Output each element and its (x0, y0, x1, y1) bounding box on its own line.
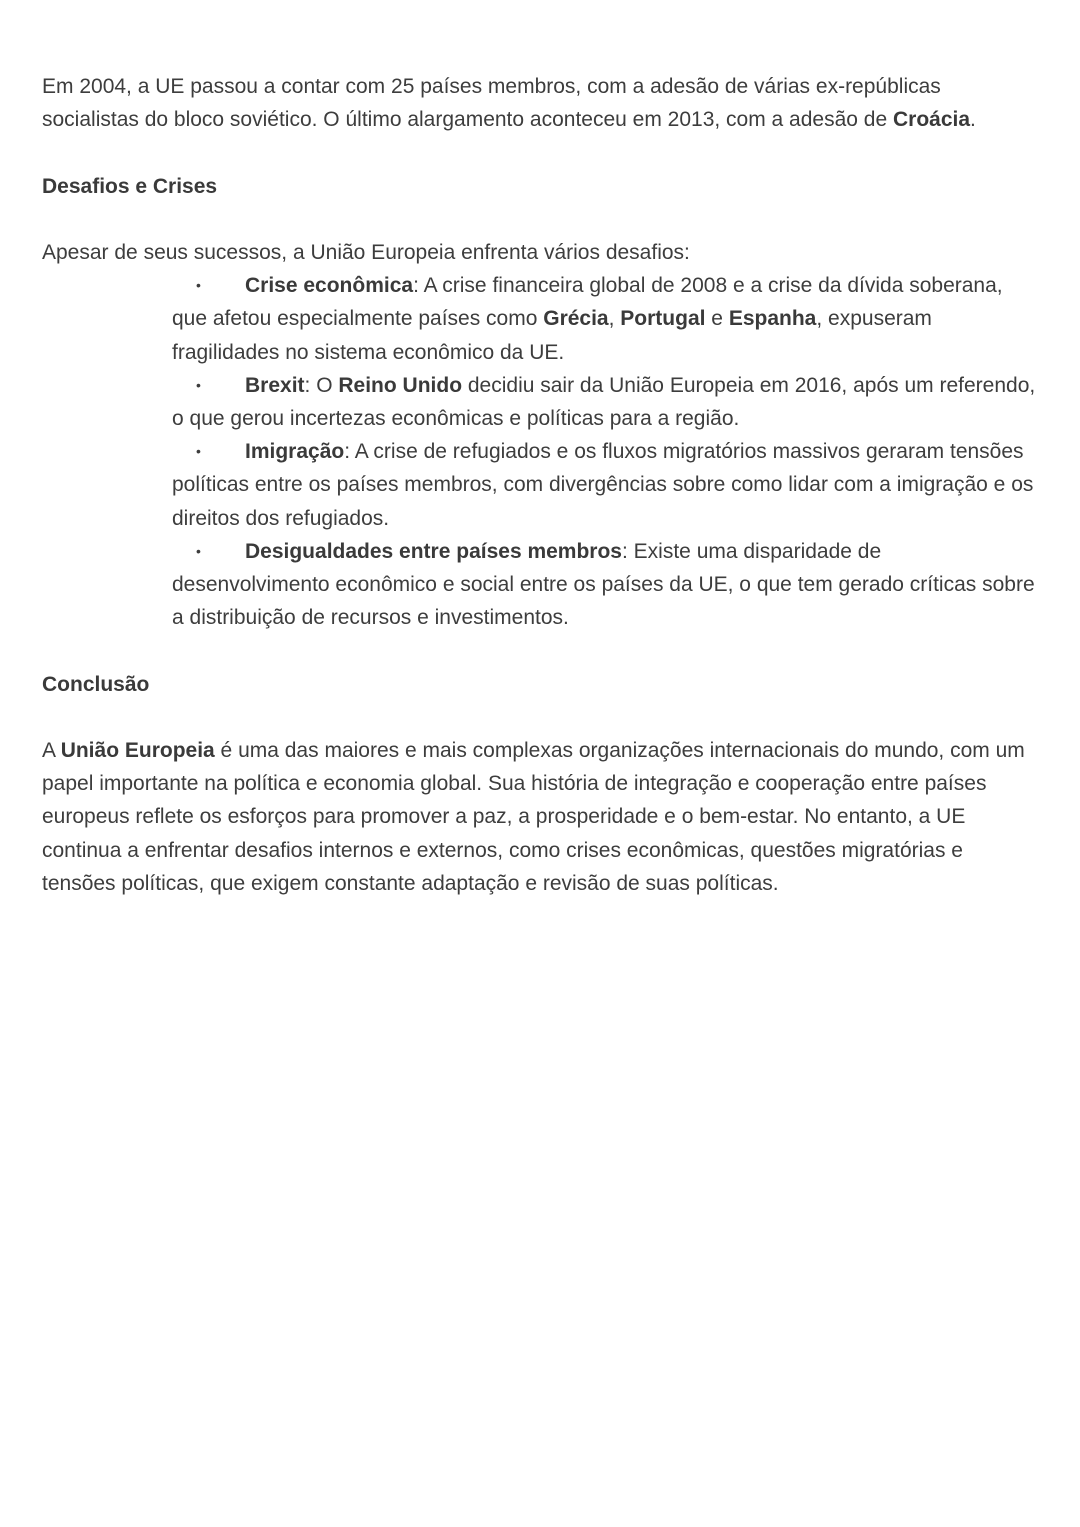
conclusion-text: é uma das maiores e mais complexas organizações internacionais do mundo, com um papel importante na política e economia global. Sua história de integração e cooperação entre países europeus reflete os esforços para promover a paz, a prosperidade e o bem-estar. No entanto, a UE continua a enfrentar desafios internos e externos, como crises econômicas, questões migratórias e tensões políticas, que exigem constante adaptação e revisão de suas políticas. (42, 739, 1025, 895)
item-text: , expuseram fragilidades no sistema econômico da UE. (172, 307, 932, 364)
croacia-bold: Croácia (892, 108, 971, 132)
item-text: , (608, 307, 621, 331)
challenges-lead: Apesar de seus sucessos, a União Europeia enfrenta vários desafios: (42, 240, 690, 264)
bullet-icon (172, 369, 245, 402)
intro-text: Em 2004, a UE passou a contar com 25 países membros, com a adesão de várias ex-repúblicas socialistas do bloco soviético. O último alargamento aconteceu em 2013, com a adesão de (42, 75, 941, 132)
item-text: : A crise de refugiados e os fluxos migratórios massivos geraram tensões políticas entre os países membros, com divergências sobre como lidar com a imigração e os direitos dos refugiados. (172, 440, 1034, 530)
item-title: Brexit (245, 373, 305, 397)
bold-portugal: Portugal (620, 307, 706, 331)
intro-text-end: . (970, 108, 976, 132)
heading-text: Conclusão (42, 672, 150, 696)
bullet-icon (172, 269, 245, 302)
section-heading-conclusion (42, 668, 1040, 701)
conclusion-text: A (42, 739, 61, 762)
bullet-icon (172, 535, 245, 568)
item-title: Crise econômica (245, 274, 414, 298)
bold-espanha: Espanha (728, 307, 817, 331)
bold-reino-unido: Reino Unido (338, 373, 463, 397)
item-text: e (705, 307, 729, 331)
section-heading-challenges (42, 170, 1040, 203)
conclusion-paragraph (42, 734, 1040, 900)
challenges-list (42, 269, 1040, 634)
list-item-imigracao (172, 435, 1040, 535)
list-item-desigualdades (172, 535, 1040, 635)
item-title: Imigração (245, 440, 345, 464)
item-text: : Existe uma disparidade de desenvolvimento econômico e social entre os países da UE, o que tem gerado críticas sobre a distribuição de recursos e investimentos. (172, 539, 1035, 630)
item-text: : O (304, 373, 339, 397)
item-text: decidiu sair da União Europeia em 2016, após um referendo, o que gerou incertezas econômicas e políticas para a região. (172, 373, 1036, 430)
item-text: : A crise financeira global de 2008 e a crise da dívida soberana, que afetou especialmente países como (172, 274, 1003, 331)
bold-grecia: Grécia (543, 307, 609, 331)
bullet-icon (172, 435, 245, 468)
intro-paragraph (42, 70, 1040, 136)
bold-uniao-europeia: União Europeia (60, 739, 215, 762)
heading-text: Desafios e Crises (42, 174, 218, 198)
list-item-crise-economica (172, 269, 1040, 369)
item-title: Desigualdades entre países membros (245, 539, 622, 563)
list-item-brexit (172, 369, 1040, 435)
